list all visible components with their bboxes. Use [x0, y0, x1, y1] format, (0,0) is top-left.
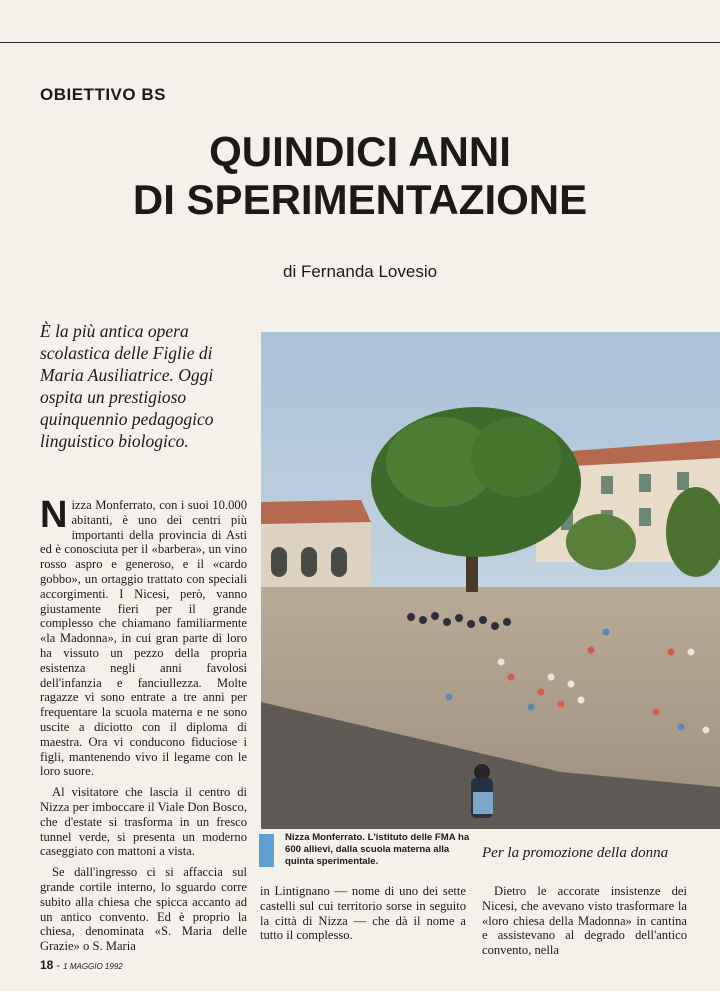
column-3 [482, 884, 687, 964]
issue-date: 1 MAGGIO 1992 [63, 962, 123, 971]
column-2 [260, 884, 466, 949]
paragraph-5: Dietro le accorate insistenze dei Nicesi, che avevano visto trasformare la «loro chiesa della Madonna» in cantina e assistevano al degrado dell'antico convento, nella [482, 884, 687, 958]
paragraph-4: in Lintignano — nome di uno dei sette castelli sul cui territorio sorse in seguito la città di Nizza — che dà il nome a tutto il complesso. [260, 884, 466, 943]
folio-separator: - [53, 960, 64, 972]
paragraph-1 [40, 494, 247, 779]
column-1 [40, 494, 247, 960]
title-line-1: QUINDICI ANNI [209, 128, 511, 175]
intro-standfirst: È la più antica opera scolastica delle Figlie di Maria Ausiliatrice. Oggi ospita un prestigioso quinquennio pedagogico linguistico biologico. [40, 321, 214, 451]
article-title [0, 128, 720, 224]
drop-cap: N [40, 494, 68, 536]
page-folio [40, 958, 123, 972]
paragraph-2: Al visitatore che lascia il centro di Nizza per imboccare il Viale Don Bosco, che d'estate si trasforma in un fresco tunnel verde, si presenta un moderno caseggiato con mattoni a vista. [40, 785, 247, 859]
courtyard-photo [261, 332, 720, 829]
page-number: 18 [40, 958, 54, 972]
section-kicker: OBIETTIVO BS [40, 85, 166, 104]
byline: di Fernanda Lovesio [283, 262, 438, 281]
top-rule [0, 42, 720, 43]
title-line-2: DI SPERIMENTAZIONE [132, 176, 588, 223]
paragraph-1-text: izza Monferrato, con i suoi 10.000 abitanti, è uno dei centri più importanti della provincia di Asti ed è conosciuta per il «barbera», un vino rosso aspro e generoso, e il «cardo gobbo», un ortaggio trattato con speciali accorgimenti. I Nicesi, però, vanno giustamente fieri per il grande complesso che chiamano familiarmente «la Madonna», in cui gran parte di loro ha vissuto un pezzo della propria esistenza negli anni favolosi dell'infanzia e fanciullezza. Molte ragazze vi sono entrate a tre anni per frequentare la scuola materna e ne sono uscite a diciotto con il diploma di maestra. Ora vi conducono fiduciose i figli, mantenendo vivo il legame con le loro suore. [40, 498, 247, 779]
section-subhead: Per la promozione della donna [482, 845, 669, 861]
photo-caption: Nizza Monferrato. L'istituto delle FMA ha 600 allievi, dalla scuola materna alla quinta sperimentale. [285, 832, 470, 868]
caption-marker [259, 834, 274, 867]
paragraph-3: Se dall'ingresso ci si affaccia sul grande cortile interno, lo sguardo corre subito alla chiesa che spicca accanto ad un antico convento. Ed è proprio la chiesa, denominata «S. Maria delle Grazie» o S. Maria [40, 865, 247, 954]
